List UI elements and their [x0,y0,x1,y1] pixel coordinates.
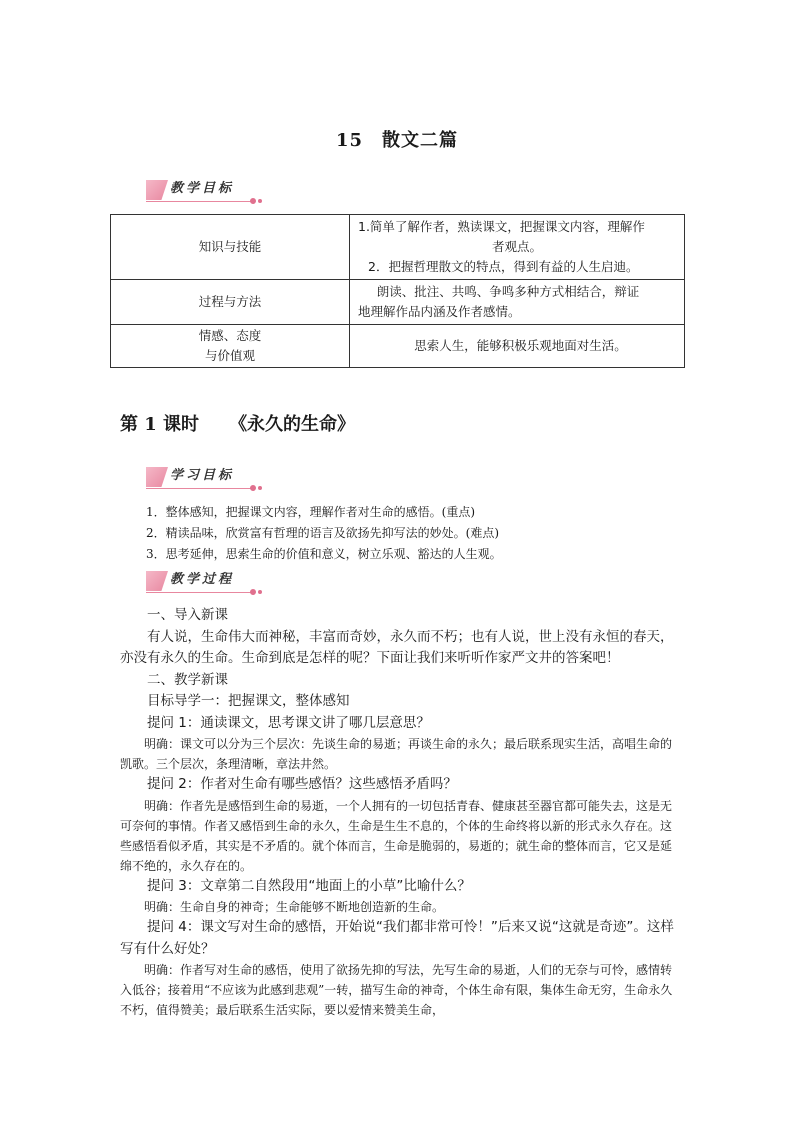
lesson-name: 《永久的生命》 [229,414,356,435]
lesson-period: 第 1 课时 [120,414,200,435]
answer: 明确：作者写对生命的感悟，使用了欲扬先抑的写法，先写生命的易逝，人们的无奈与可怜，感情转入低谷；接着用“不应该为此感到悲观”一转，描写生命的神奇，个体生命有限，集体生命无穷，生命永久不朽，值得赞美；最后联系生活实际，要以爱情来赞美生命， [120,963,673,1017]
question: 提问 4：课文写对生命的感悟，开始说“我们都非常可怜！”后来又说“这就是奇迹”。这样写有什么好处？ [120,919,674,957]
objectives-list [146,502,686,565]
subheading: 二、教学新课 [147,671,228,688]
ribbon-icon [146,467,168,487]
section-header-learning-goals [146,467,262,493]
table-key [111,325,350,368]
list-item: 1．整体感知，把握课文内容，理解作者对生命的感悟。(重点) [146,505,476,519]
dot-icon [250,198,256,204]
subheading: 一、导入新课 [147,607,228,623]
dot-icon [250,589,256,595]
table-key: 知识与技能 [111,215,350,280]
paragraph: 有人说，生命伟大而神秘，丰富而奇妙，永久而不朽；也有人说，世上没有永恒的春天，亦没有永久的生命。生命到底是怎样的呢？下面让我们来听听作家严文井的答案吧！ [120,628,674,666]
table-key-line: 与价值观 [204,348,255,363]
table-key: 过程与方法 [111,280,350,325]
list-item: 3．思考延伸，思索生命的价值和意义，树立乐观、豁达的人生观。 [146,547,502,561]
answer: 明确：课文可以分为三个层次：先谈生命的易逝；再谈生命的永久；最后联系现实生活，高唱生命的凯歌。三个层次，条理清晰，章法井然。 [120,737,673,771]
table-key-line: 情感、态度 [198,328,262,343]
divider [146,592,254,593]
table-row [111,325,685,368]
table-value-line: 思索人生，能够积极乐观地面对生活。 [414,338,627,353]
table-value [350,325,685,368]
question: 提问 3：文章第二自然段用“地面上的小草”比喻什么？ [147,877,471,894]
subheading: 目标导学一：把握课文，整体感知 [147,693,350,709]
dot-icon [258,590,262,594]
page-title: 15 散文二篇 [335,130,459,151]
table-value-line: 地理解作品内涵及作者感情。 [358,304,521,319]
section-header-teaching-process [146,571,262,597]
question: 提问 1：通读课文，思考课文讲了哪几层意思？ [147,714,430,731]
table-row [111,215,685,280]
section-label: 学习目标 [170,468,235,483]
section-header-teaching-goals [146,180,262,206]
table-value-line: 朗读、批注、共鸣、争鸣多种方式相结合，辩证 [376,284,640,299]
dot-icon [258,486,262,490]
question: 提问 2：作者对生命有哪些感悟？这些感悟矛盾吗？ [147,776,457,792]
table-value-line: 1.简单了解作者，熟读课文，把握课文内容，理解作 [358,219,645,234]
lesson-heading [120,410,355,436]
dot-icon [258,199,262,203]
table-value-line: 者观点。 [491,239,542,254]
section-label: 教学目标 [170,181,235,196]
goals-table [110,214,685,368]
table-value [350,215,685,280]
ribbon-icon [146,571,168,591]
list-item: 2．精读品味，欣赏富有哲理的语言及欲扬先抑写法的妙处。(难点) [146,526,500,540]
section-label: 教学过程 [170,572,235,587]
answer: 明确：生命自身的神奇；生命能够不断地创造新的生命。 [144,900,445,914]
divider [146,488,254,489]
ribbon-icon [146,180,168,200]
dot-icon [250,485,256,491]
table-row [111,280,685,325]
table-value [350,280,685,325]
answer: 明确：作者先是感悟到生命的易逝，一个人拥有的一切包括青春、健康甚至器官都可能失去，这是无可奈何的事情。作者又感悟到生命的永久，生命是生生不息的，个体的生命终将以新的形式永久存在。这些感悟看似矛盾，其实是不矛盾的。就个体而言，生命是脆弱的，易逝的；就生命的整体而言，它又是延绵不绝的，永久存在的。 [120,798,673,873]
divider [146,201,254,202]
table-value-line: 2．把握哲理散文的特点，得到有益的人生启迪。 [368,259,639,274]
process-body [120,605,678,1020]
